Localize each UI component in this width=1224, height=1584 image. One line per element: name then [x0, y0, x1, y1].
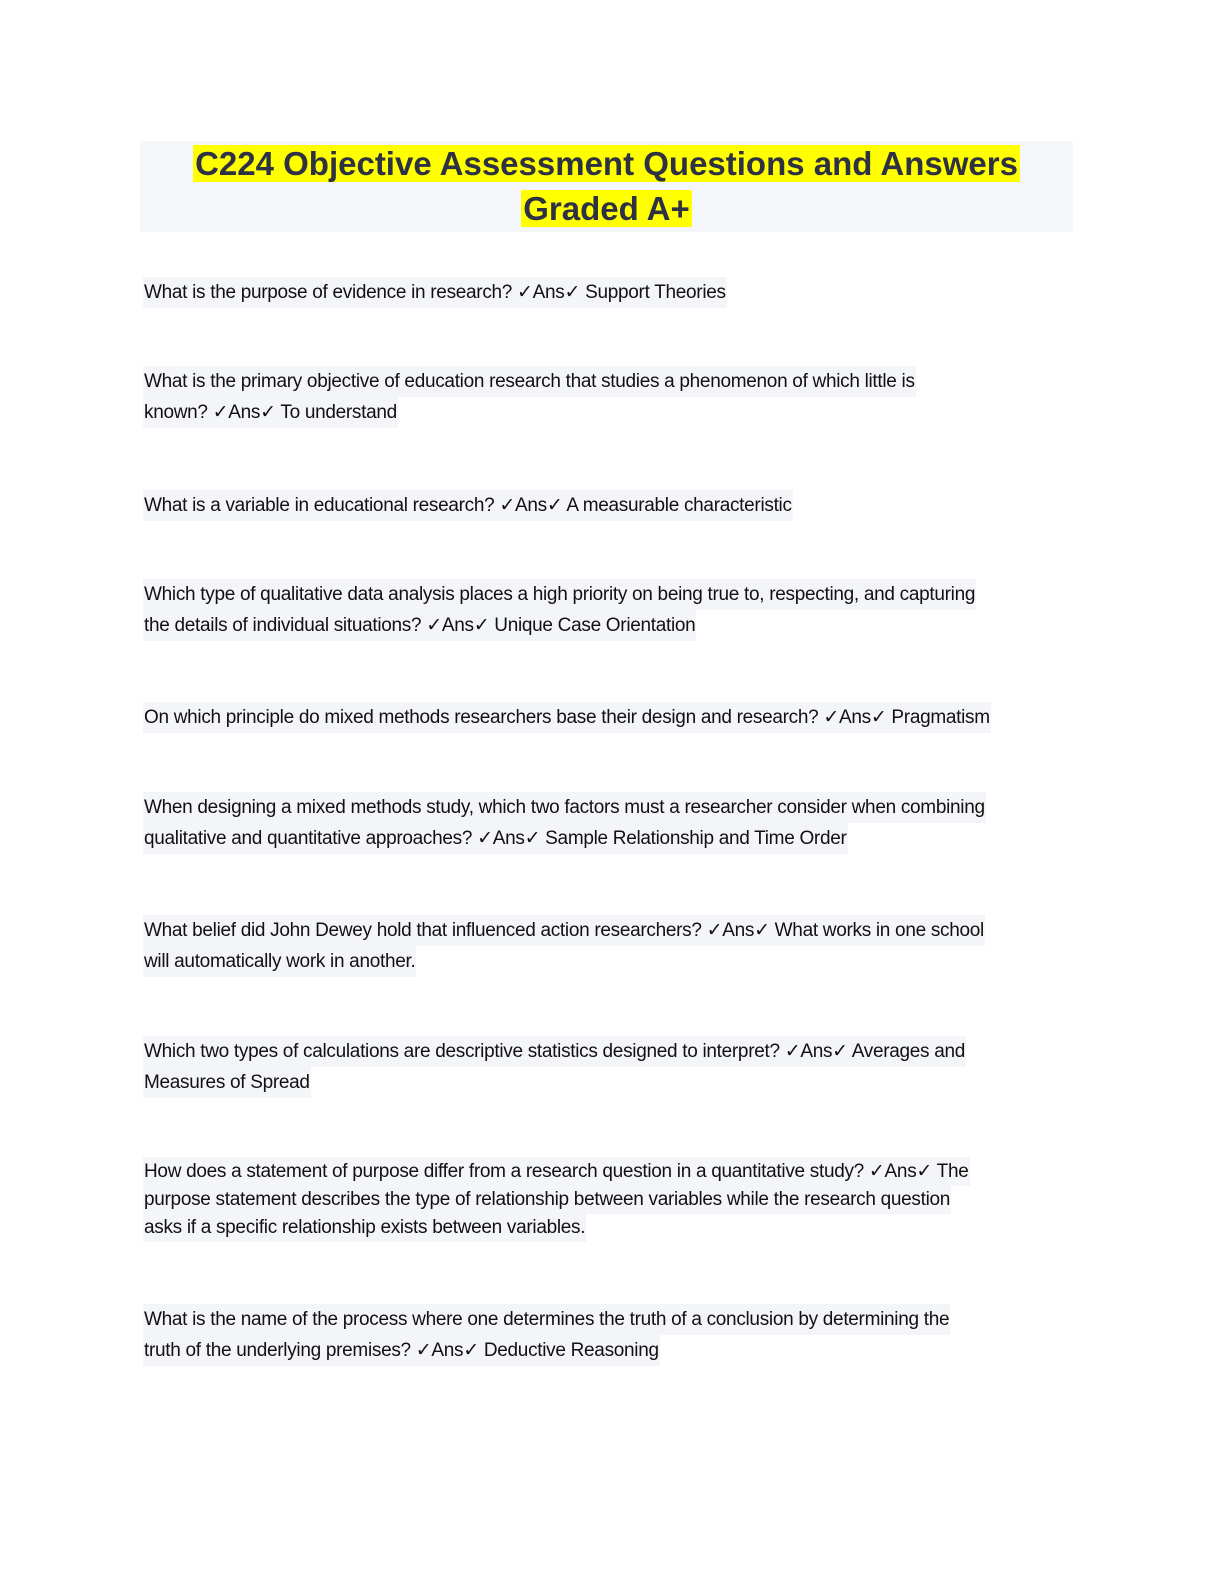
- qa-item-4: [143, 579, 1068, 641]
- qa-item-2: [143, 366, 1068, 428]
- qa-line: What belief did John Dewey hold that influenced action researchers? ✓Ans✓ What works in one school: [143, 915, 985, 946]
- qa-line: asks if a specific relationship exists between variables.: [143, 1214, 586, 1242]
- document-title: [140, 141, 1073, 232]
- qa-line: known? ✓Ans✓ To understand: [143, 397, 398, 428]
- qa-line: What is a variable in educational research? ✓Ans✓ A measurable characteristic: [143, 490, 793, 521]
- qa-item-9: [143, 1157, 1068, 1242]
- qa-line: Measures of Spread: [143, 1067, 311, 1098]
- qa-item-10: [143, 1304, 1068, 1366]
- qa-line: What is the name of the process where one determines the truth of a conclusion by determining the: [143, 1304, 950, 1335]
- qa-line: truth of the underlying premises? ✓Ans✓ Deductive Reasoning: [143, 1335, 660, 1366]
- qa-item-5: [143, 702, 1068, 733]
- qa-item-6: [143, 792, 1068, 854]
- qa-item-7: [143, 915, 1068, 977]
- title-line-1: C224 Objective Assessment Questions and Answers: [195, 145, 1018, 182]
- title-line-2: Graded A+: [523, 190, 690, 227]
- qa-line: Which type of qualitative data analysis places a high priority on being true to, respecting, and capturing: [143, 579, 976, 610]
- qa-line: the details of individual situations? ✓Ans✓ Unique Case Orientation: [143, 610, 696, 641]
- qa-line: qualitative and quantitative approaches? ✓Ans✓ Sample Relationship and Time Order: [143, 823, 848, 854]
- qa-line: will automatically work in another.: [143, 946, 416, 977]
- qa-line: Which two types of calculations are descriptive statistics designed to interpret? ✓Ans✓ Averages and: [143, 1036, 966, 1067]
- qa-line: What is the primary objective of education research that studies a phenomenon of which little is: [143, 366, 916, 397]
- qa-line: purpose statement describes the type of relationship between variables while the research question: [143, 1186, 951, 1214]
- qa-line: When designing a mixed methods study, which two factors must a researcher consider when combining: [143, 792, 986, 823]
- qa-line: How does a statement of purpose differ from a research question in a quantitative study? ✓Ans✓ The: [143, 1157, 970, 1186]
- qa-item-3: [143, 490, 1068, 521]
- qa-line: What is the purpose of evidence in research? ✓Ans✓ Support Theories: [143, 277, 727, 308]
- qa-line: On which principle do mixed methods researchers base their design and research? ✓Ans✓ Pragmatism: [143, 702, 991, 733]
- qa-item-1: [143, 277, 1068, 308]
- qa-item-8: [143, 1036, 1068, 1098]
